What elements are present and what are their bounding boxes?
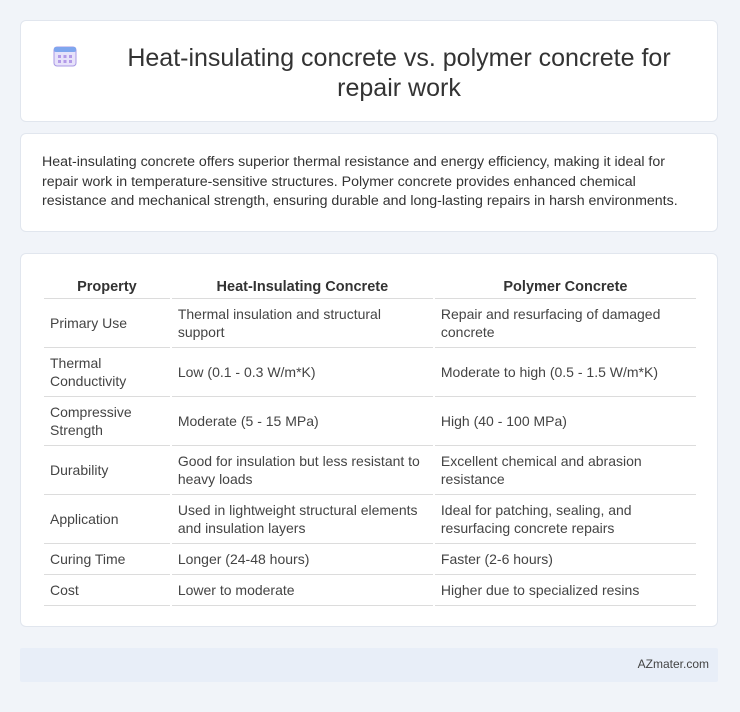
cell-heat: Low (0.1 - 0.3 W/m*K) <box>172 348 433 397</box>
row-label: Durability <box>44 446 170 495</box>
row-label: Thermal Conductivity <box>44 348 170 397</box>
row-label: Primary Use <box>44 299 170 348</box>
table-row <box>44 495 696 544</box>
cell-heat: Good for insulation but less resistant to heavy loads <box>172 446 433 495</box>
row-label: Application <box>44 495 170 544</box>
summary-card <box>20 133 718 232</box>
footer <box>20 648 718 682</box>
comparison-table <box>42 274 698 606</box>
cell-polymer: Higher due to specialized resins <box>435 575 696 606</box>
footer-brand[interactable]: AZmater.com <box>637 657 709 671</box>
cell-polymer: High (40 - 100 MPa) <box>435 397 696 446</box>
cell-polymer: Repair and resurfacing of damaged concrete <box>435 299 696 348</box>
summary-text: Heat-insulating concrete offers superior thermal resistance and energy efficiency, making it ideal for repair work in temperature-sensitive structures. Polymer concrete provides enhanced chemical resistance and mechanical strength, ensuring durable and long-lasting repairs in harsh environments. <box>42 154 678 209</box>
row-label: Curing Time <box>44 544 170 575</box>
header-polymer: Polymer Concrete <box>435 274 696 299</box>
cell-polymer: Moderate to high (0.5 - 1.5 W/m*K) <box>435 348 696 397</box>
cell-polymer: Faster (2-6 hours) <box>435 544 696 575</box>
table-row <box>44 544 696 575</box>
header-heat-insulating: Heat-Insulating Concrete <box>172 274 433 299</box>
table-row <box>44 348 696 397</box>
cell-heat: Moderate (5 - 15 MPa) <box>172 397 433 446</box>
cell-heat: Used in lightweight structural elements and insulation layers <box>172 495 433 544</box>
cell-polymer: Ideal for patching, sealing, and resurfacing concrete repairs <box>435 495 696 544</box>
table-row <box>44 397 696 446</box>
cell-heat: Thermal insulation and structural support <box>172 299 433 348</box>
cell-polymer: Excellent chemical and abrasion resistance <box>435 446 696 495</box>
title-card <box>20 20 718 122</box>
cell-heat: Lower to moderate <box>172 575 433 606</box>
row-label: Compressive Strength <box>44 397 170 446</box>
table-row <box>44 299 696 348</box>
table-row <box>44 446 696 495</box>
row-label: Cost <box>44 575 170 606</box>
table-row <box>44 575 696 606</box>
table-header-row <box>44 274 696 299</box>
page-title: Heat-insulating concrete vs. polymer concrete for repair work <box>127 44 671 102</box>
comparison-table-card <box>20 253 718 627</box>
cell-heat: Longer (24-48 hours) <box>172 544 433 575</box>
header-property: Property <box>44 274 170 299</box>
